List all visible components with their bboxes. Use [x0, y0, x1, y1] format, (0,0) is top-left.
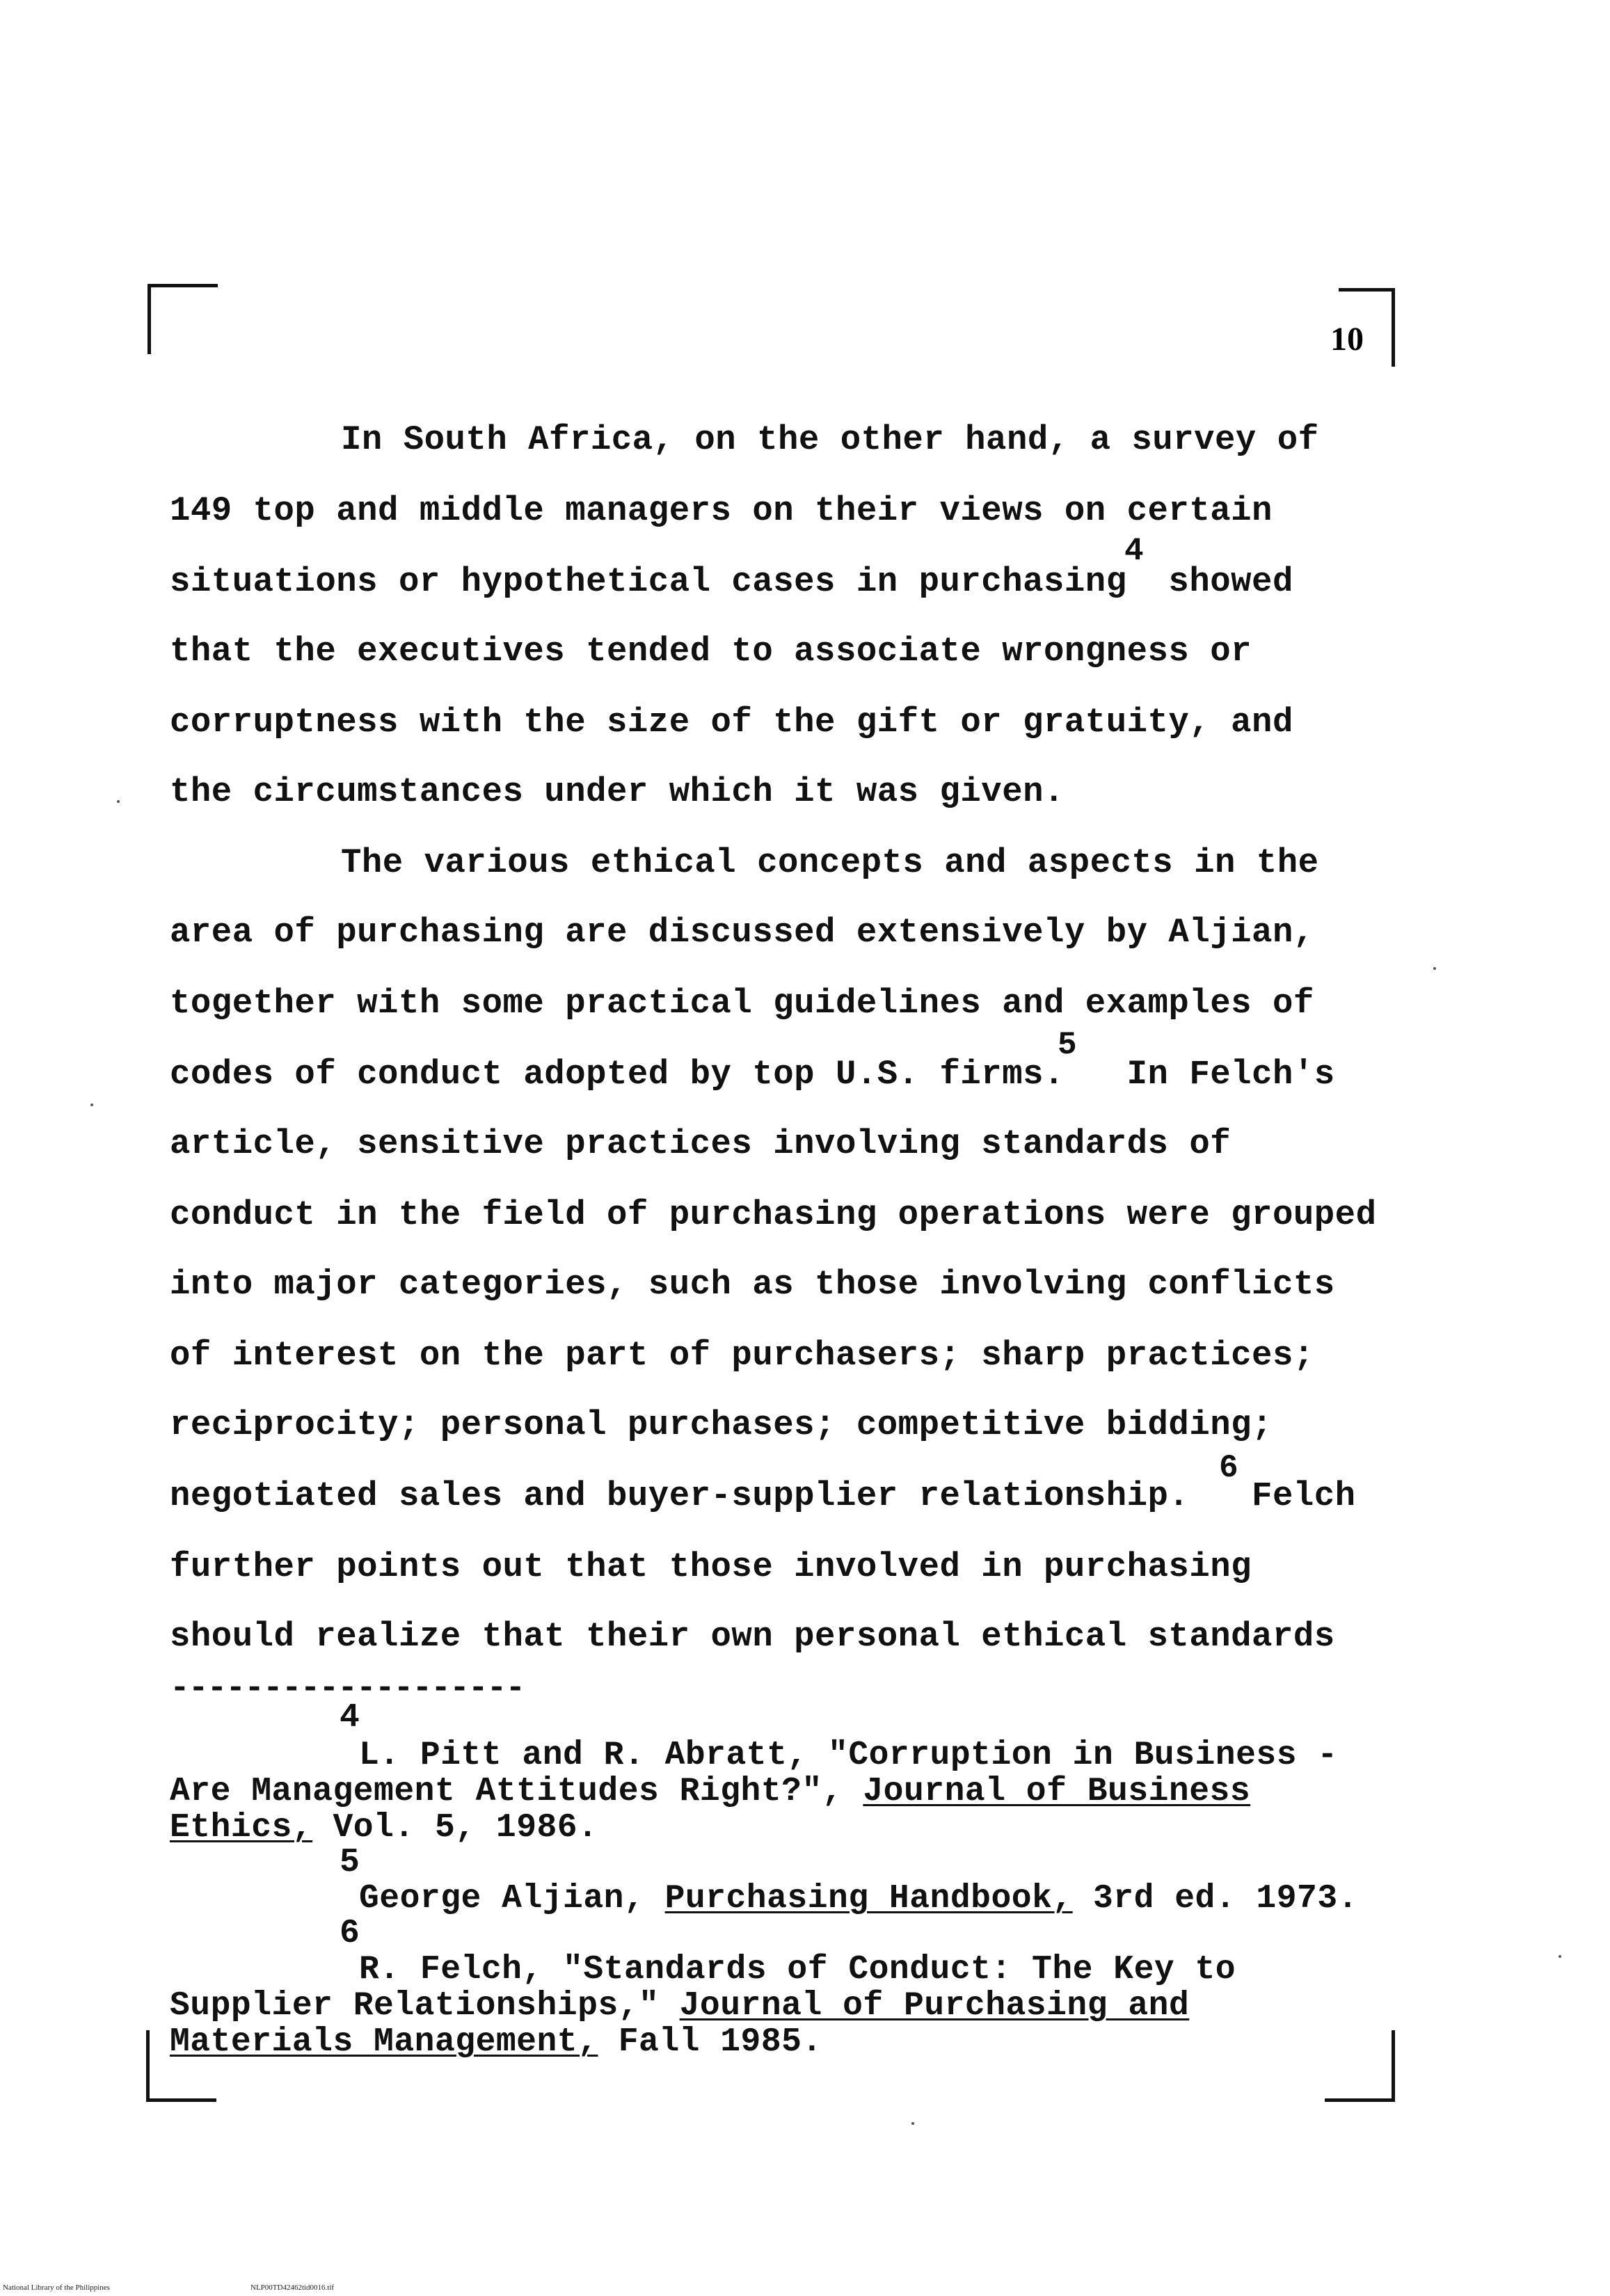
footnote-text-part: 3rd ed. 1973. [1072, 1880, 1358, 1918]
bottom-right-bracket [1325, 2030, 1395, 2102]
body-line: conduct in the field of purchasing operations were grouped [170, 1195, 1377, 1234]
body-line: of interest on the part of purchasers; sharp practices; [170, 1336, 1314, 1375]
body-line: into major categories, such as those involving conflicts [170, 1265, 1335, 1304]
body-line: negotiated sales and buyer-supplier relationship. Felch [170, 1476, 1356, 1515]
body-line: In South Africa, on the other hand, a survey of [341, 420, 1319, 459]
footnote-text-part: Supplier Relationships," [170, 1987, 680, 2025]
page-number: 10 [1330, 321, 1364, 358]
footnote-number: 6 [340, 1915, 360, 1952]
body-line: article, sensitive practices involving standards of [170, 1124, 1232, 1163]
scan-speck [90, 1103, 93, 1106]
body-line: that the executives tended to associate wrongness or [170, 632, 1252, 671]
body-line: The various ethical concepts and aspects in the [341, 843, 1319, 882]
journal-title: Journal of Business [863, 1773, 1251, 1810]
body-line: together with some practical guidelines and examples of [170, 984, 1314, 1023]
footnote-reference: 6 [1219, 1450, 1238, 1486]
body-line: corruptness with the size of the gift or gratuity, and [170, 703, 1293, 742]
top-left-bracket [148, 284, 218, 354]
scan-speck [1433, 967, 1436, 970]
scan-speck [911, 2122, 914, 2125]
body-line: situations or hypothetical cases in purchasing showed [170, 562, 1293, 601]
journal-title: Ethics, [170, 1809, 313, 1847]
footnote-text [170, 1809, 598, 1847]
footnote-text [359, 1880, 1358, 1918]
footnote-text-part: George Aljian, [359, 1880, 665, 1918]
footnote-text-part: Fall 1985. [598, 2023, 822, 2061]
body-line: should realize that their own personal ethical standards [170, 1617, 1335, 1656]
scan-speck [117, 800, 120, 803]
journal-title: Journal of Purchasing and [679, 1987, 1190, 2025]
footnote-text [170, 1987, 1189, 2025]
footnote-text [170, 1773, 1250, 1810]
body-line: the circumstances under which it was given. [170, 772, 1065, 811]
footnote-text [170, 2023, 822, 2061]
footnote-text-part: Are Management Attitudes Right?", [170, 1773, 863, 1810]
body-line: reciprocity; personal purchases; competitive bidding; [170, 1405, 1273, 1444]
body-line: area of purchasing are discussed extensively by Aljian, [170, 913, 1314, 952]
footnote-number: 4 [340, 1699, 360, 1737]
scan-speck [1559, 1955, 1561, 1958]
body-line: 149 top and middle managers on their views on certain [170, 491, 1273, 530]
scan-footer-library: National Library of the Philippines [3, 2283, 110, 2292]
book-title: Purchasing Handbook, [664, 1880, 1073, 1918]
footnote-text: L. Pitt and R. Abratt, "Corruption in Business - [359, 1737, 1338, 1774]
scan-footer-file: NLP00TD42462tid0016.tif [250, 2283, 335, 2292]
footnote-text-part: Vol. 5, 1986. [312, 1809, 598, 1847]
footnote-reference: 5 [1058, 1027, 1077, 1063]
body-line: codes of conduct adopted by top U.S. firms. In Felch's [170, 1055, 1335, 1094]
footnote-reference: 4 [1124, 533, 1144, 569]
footnote-number: 5 [340, 1844, 360, 1881]
body-line: further points out that those involved in purchasing [170, 1547, 1252, 1586]
journal-title: Materials Management, [170, 2023, 598, 2061]
footnote-text: R. Felch, "Standards of Conduct: The Key to [359, 1951, 1236, 1988]
footnote-separator: ------------------- [170, 1670, 525, 1707]
